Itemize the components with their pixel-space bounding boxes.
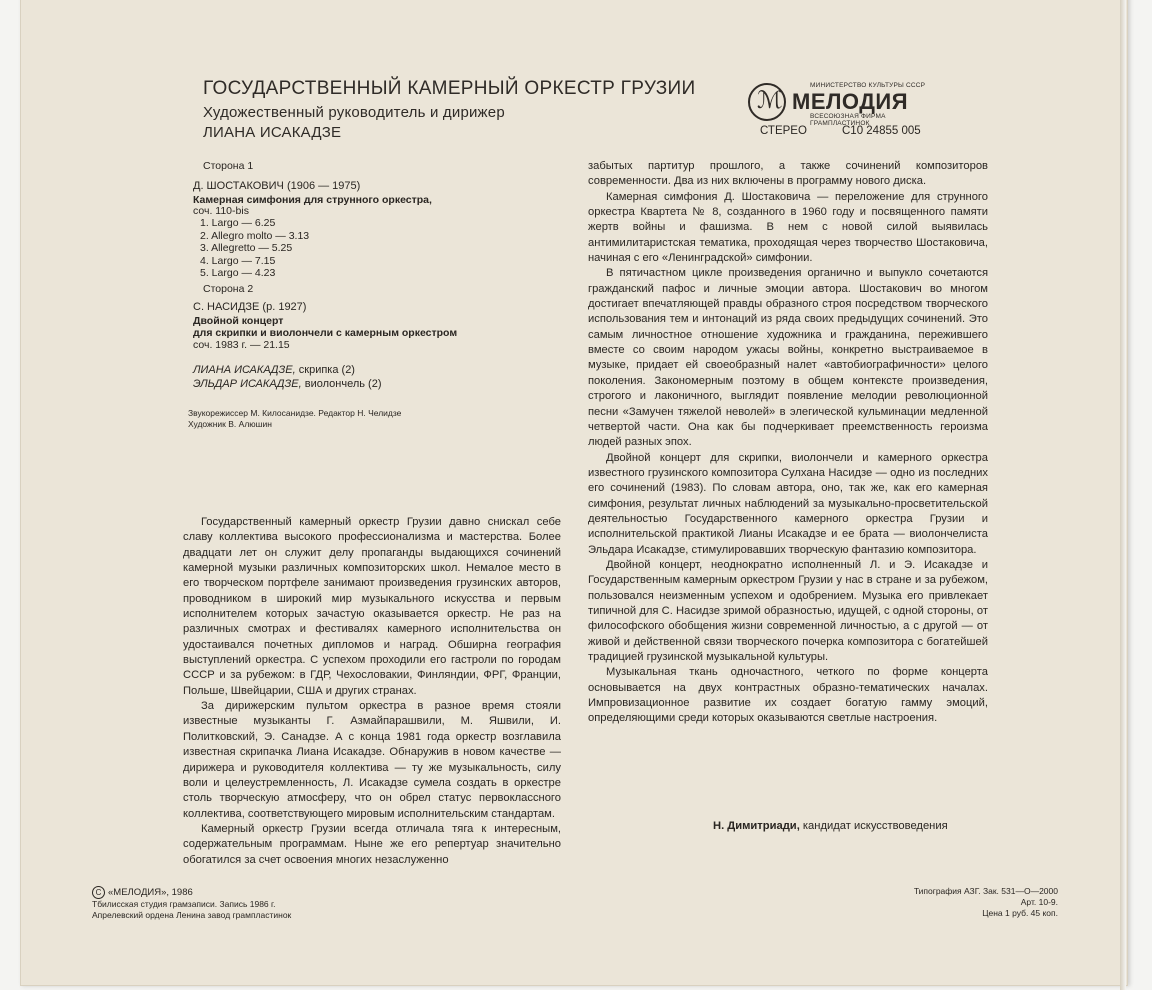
article-line: Арт. 10-9. bbox=[1020, 897, 1058, 907]
performer-1-name: ЛИАНА ИСАКАДЗЕ, bbox=[193, 364, 296, 376]
side1-work: Камерная симфония для струнного оркестра, bbox=[193, 194, 432, 206]
melodiya-m-icon: ℳ bbox=[757, 86, 783, 114]
performer-2-role: виолончель (2) bbox=[304, 378, 382, 390]
paragraph: Музыкальная ткань одночастного, четкого по форме концерта основывается на двух контрастных образно-тематических началах. Импровизационное развитие их создает богатую гамму эмоций, определяющими среди которых оказываются светлые настроения. bbox=[588, 666, 988, 725]
credits-line-1: Звукорежиссер М. Килосанидзе. Редактор Н. Челидзе bbox=[188, 408, 402, 418]
studio-line: Тбилисская студия грамзаписи. Запись 1986 г. bbox=[92, 899, 276, 909]
melodiya-logo bbox=[748, 82, 934, 127]
track-list-side1 bbox=[200, 217, 309, 280]
paragraph: В пятичастном цикле произведения органично и выпукло сочетаются гражданский пафос и личные эмоции автора. Шостакович во многом достигает впечатляющей правды образного строя посредством творческого использования тем и интонаций из ряда своих предыдущих сочинений. Это самым личностное отношение художника и гражданина, пережившего вместе со своим народом ужасы войны, конкретно выстраиваемое в музыке, придает ей своеобразный налет «автобиографичности» целого поколения. Закономерным поэтому в общем контексте произведения, строгого и лаконичного, выглядит появление мелодии революционной песни «Замучен тяжелой неволей» в элегической кульминации медленной четвертой части. Она как бы подчеркивает преемственность героизма людей разных эпох. bbox=[588, 267, 988, 449]
printer-line: Типография АЗГ. Зак. 531—О—2000 bbox=[913, 886, 1058, 896]
performer-1-role: скрипка (2) bbox=[298, 364, 355, 376]
catalog-number: С10 24855 005 bbox=[842, 125, 921, 137]
sleeve-edge bbox=[1120, 0, 1126, 990]
track-item: 4. Largo — 7.15 bbox=[200, 254, 276, 267]
side1-composer: Д. ШОСТАКОВИЧ (1906 — 1975) bbox=[193, 180, 361, 192]
paragraph: забытых партитур прошлого, а также сочинений композиторов современности. Два из них включены в программу нового диска. bbox=[588, 160, 988, 188]
stereo-label: СТЕРЕО bbox=[760, 125, 807, 137]
side2-work-line1: Двойной концерт bbox=[193, 315, 284, 327]
page-title: ГОСУДАРСТВЕННЫЙ КАМЕРНЫЙ ОРКЕСТР ГРУЗИИ bbox=[203, 78, 696, 99]
side2-label: Сторона 2 bbox=[203, 283, 254, 295]
performer-1 bbox=[193, 364, 355, 377]
paragraph: Государственный камерный оркестр Грузии давно снискал себе славу коллектива высокого профессионализма и мастерства. Более двадцати лет он служит делу пропаганды выдающихся сочинений камерной музыки различных композиторских школ. Немалое место в его творческом портфеле занимают произведения грузинских авторов, проводником в широкий мир музыкального искусства и первым исполнителем которых зачастую оказывается оркестр. Не раз на различных смотрах и фестивалях камерного исполнительства он удостаивался почетных дипломов и наград. Обширна география выступлений оркестра. С успехом проходили его гастроли по городам СССР и за рубежом: в ГДР, Чехословакии, Финляндии, ФРГ, Франции, Польше, Швейцарии, США и других странах. bbox=[183, 516, 561, 697]
side2-composer: С. НАСИДЗЕ (р. 1927) bbox=[193, 301, 307, 313]
track-item: 2. Allegro molto — 3.13 bbox=[200, 229, 310, 242]
logo-bottom-line: ВСЕСОЮЗНАЯ ФИРМА ГРАМПЛАСТИНОК bbox=[810, 113, 886, 127]
copyright-text: «МЕЛОДИЯ», 1986 bbox=[108, 887, 193, 898]
paragraph: За дирижерским пультом оркестра в разное время стояли известные музыканты Г. Азмайпарашвили, М. Яшвили, И. Политковский, Э. Санадзе. А с конца 1981 года оркестр возглавила известная скрипачка Лиана Исакадзе. Обнаружив в новом качестве — дирижера и руководителя коллектива — ту же музыкальность, силу воли и целеустремленность, Л. Исакадзе сумела создать в оркестре столь творческую атмосферу, что он обрел статус первоклассного коллектива, соответствующего мировым исполнительским стандартам. bbox=[183, 700, 561, 820]
plant-line: Апрелевский ордена Ленина завод грампластинок bbox=[92, 910, 292, 920]
logo-top-line: МИНИСТЕРСТВО КУЛЬТУРЫ СССР bbox=[810, 82, 926, 89]
credits-line-2: Художник В. Алюшин bbox=[188, 419, 272, 429]
copyright bbox=[92, 886, 193, 899]
signature-name: Н. Димитриади, bbox=[713, 820, 800, 832]
paragraph: Двойной концерт, неоднократно исполненный Л. и Э. Исакадзе и Государственным камерным оркестром Грузии у нас в стране и за рубежом, пользовался неизменным успехом и одобрением. Музыка его привлекает типичной для С. Насидзе зримой образностью, идущей, с одной стороны, от философского обобщения жизни современной личностью, а с другой — от живой и действенной связи творческого почерка композитора с богатейшей традицией грузинской музыкальной культуры. bbox=[588, 558, 988, 663]
price-line: Цена 1 руб. 45 коп. bbox=[982, 908, 1058, 918]
side2-work-line2: для скрипки и виолончели с камерным оркестром bbox=[193, 327, 458, 339]
track-item: 1. Largo — 6.25 bbox=[200, 217, 276, 229]
side2-opus: соч. 1983 г. — 21.15 bbox=[193, 339, 290, 351]
signature bbox=[713, 820, 948, 832]
copyright-icon: C bbox=[92, 886, 105, 899]
liner-notes-right bbox=[588, 159, 988, 727]
paragraph: Камерный оркестр Грузии всегда отличала тяга к интересным, содержательным программам. Ныне же его репертуар значительно обогатился за счет освоения многих незаслуженно bbox=[183, 822, 561, 866]
signature-role: кандидат искусствоведения bbox=[802, 820, 948, 832]
logo-name: МЕЛОДИЯ bbox=[792, 89, 909, 114]
track-item: 5. Largo — 4.23 bbox=[200, 267, 276, 280]
paragraph: Камерная симфония Д. Шостаковича — переложение для струнного оркестра Квартета № 8, созданного в 1960 году и посвященного памяти жертв войны и фашизма. В нем с новой силой выявилась антимилитаристская тематика, проходящая через творчество Шостаковича, начиная с его «Ленинградской» симфонии. bbox=[588, 190, 988, 265]
performer-2 bbox=[193, 378, 382, 391]
conductor-name: ЛИАНА ИСАКАДЗЕ bbox=[203, 124, 342, 141]
track-item: 3. Allegretto — 5.25 bbox=[200, 242, 293, 255]
performer-2-name: ЭЛЬДАР ИСАКАДЗЕ, bbox=[193, 378, 302, 390]
liner-notes-left bbox=[183, 515, 561, 868]
subtitle: Художественный руководитель и дирижер bbox=[203, 104, 505, 121]
paragraph: Двойной концерт для скрипки, виолончели и камерного оркестра известного грузинского композитора Сулхана Насидзе — одно из последних его сочинений (1983). По словам автора, оно, так же, как его камерная симфония, результат личных наблюдений за музыкально-просветительской деятельностью Государственного камерного оркестра Грузии и исполнительской практикой Лианы Исакадзе и ее брата — виолончелиста Эльдара Исакадзе, стимулировавших творческую фантазию композитора. bbox=[588, 451, 988, 556]
side1-opus: соч. 110-bis bbox=[193, 205, 249, 217]
side1-label: Сторона 1 bbox=[203, 160, 254, 172]
